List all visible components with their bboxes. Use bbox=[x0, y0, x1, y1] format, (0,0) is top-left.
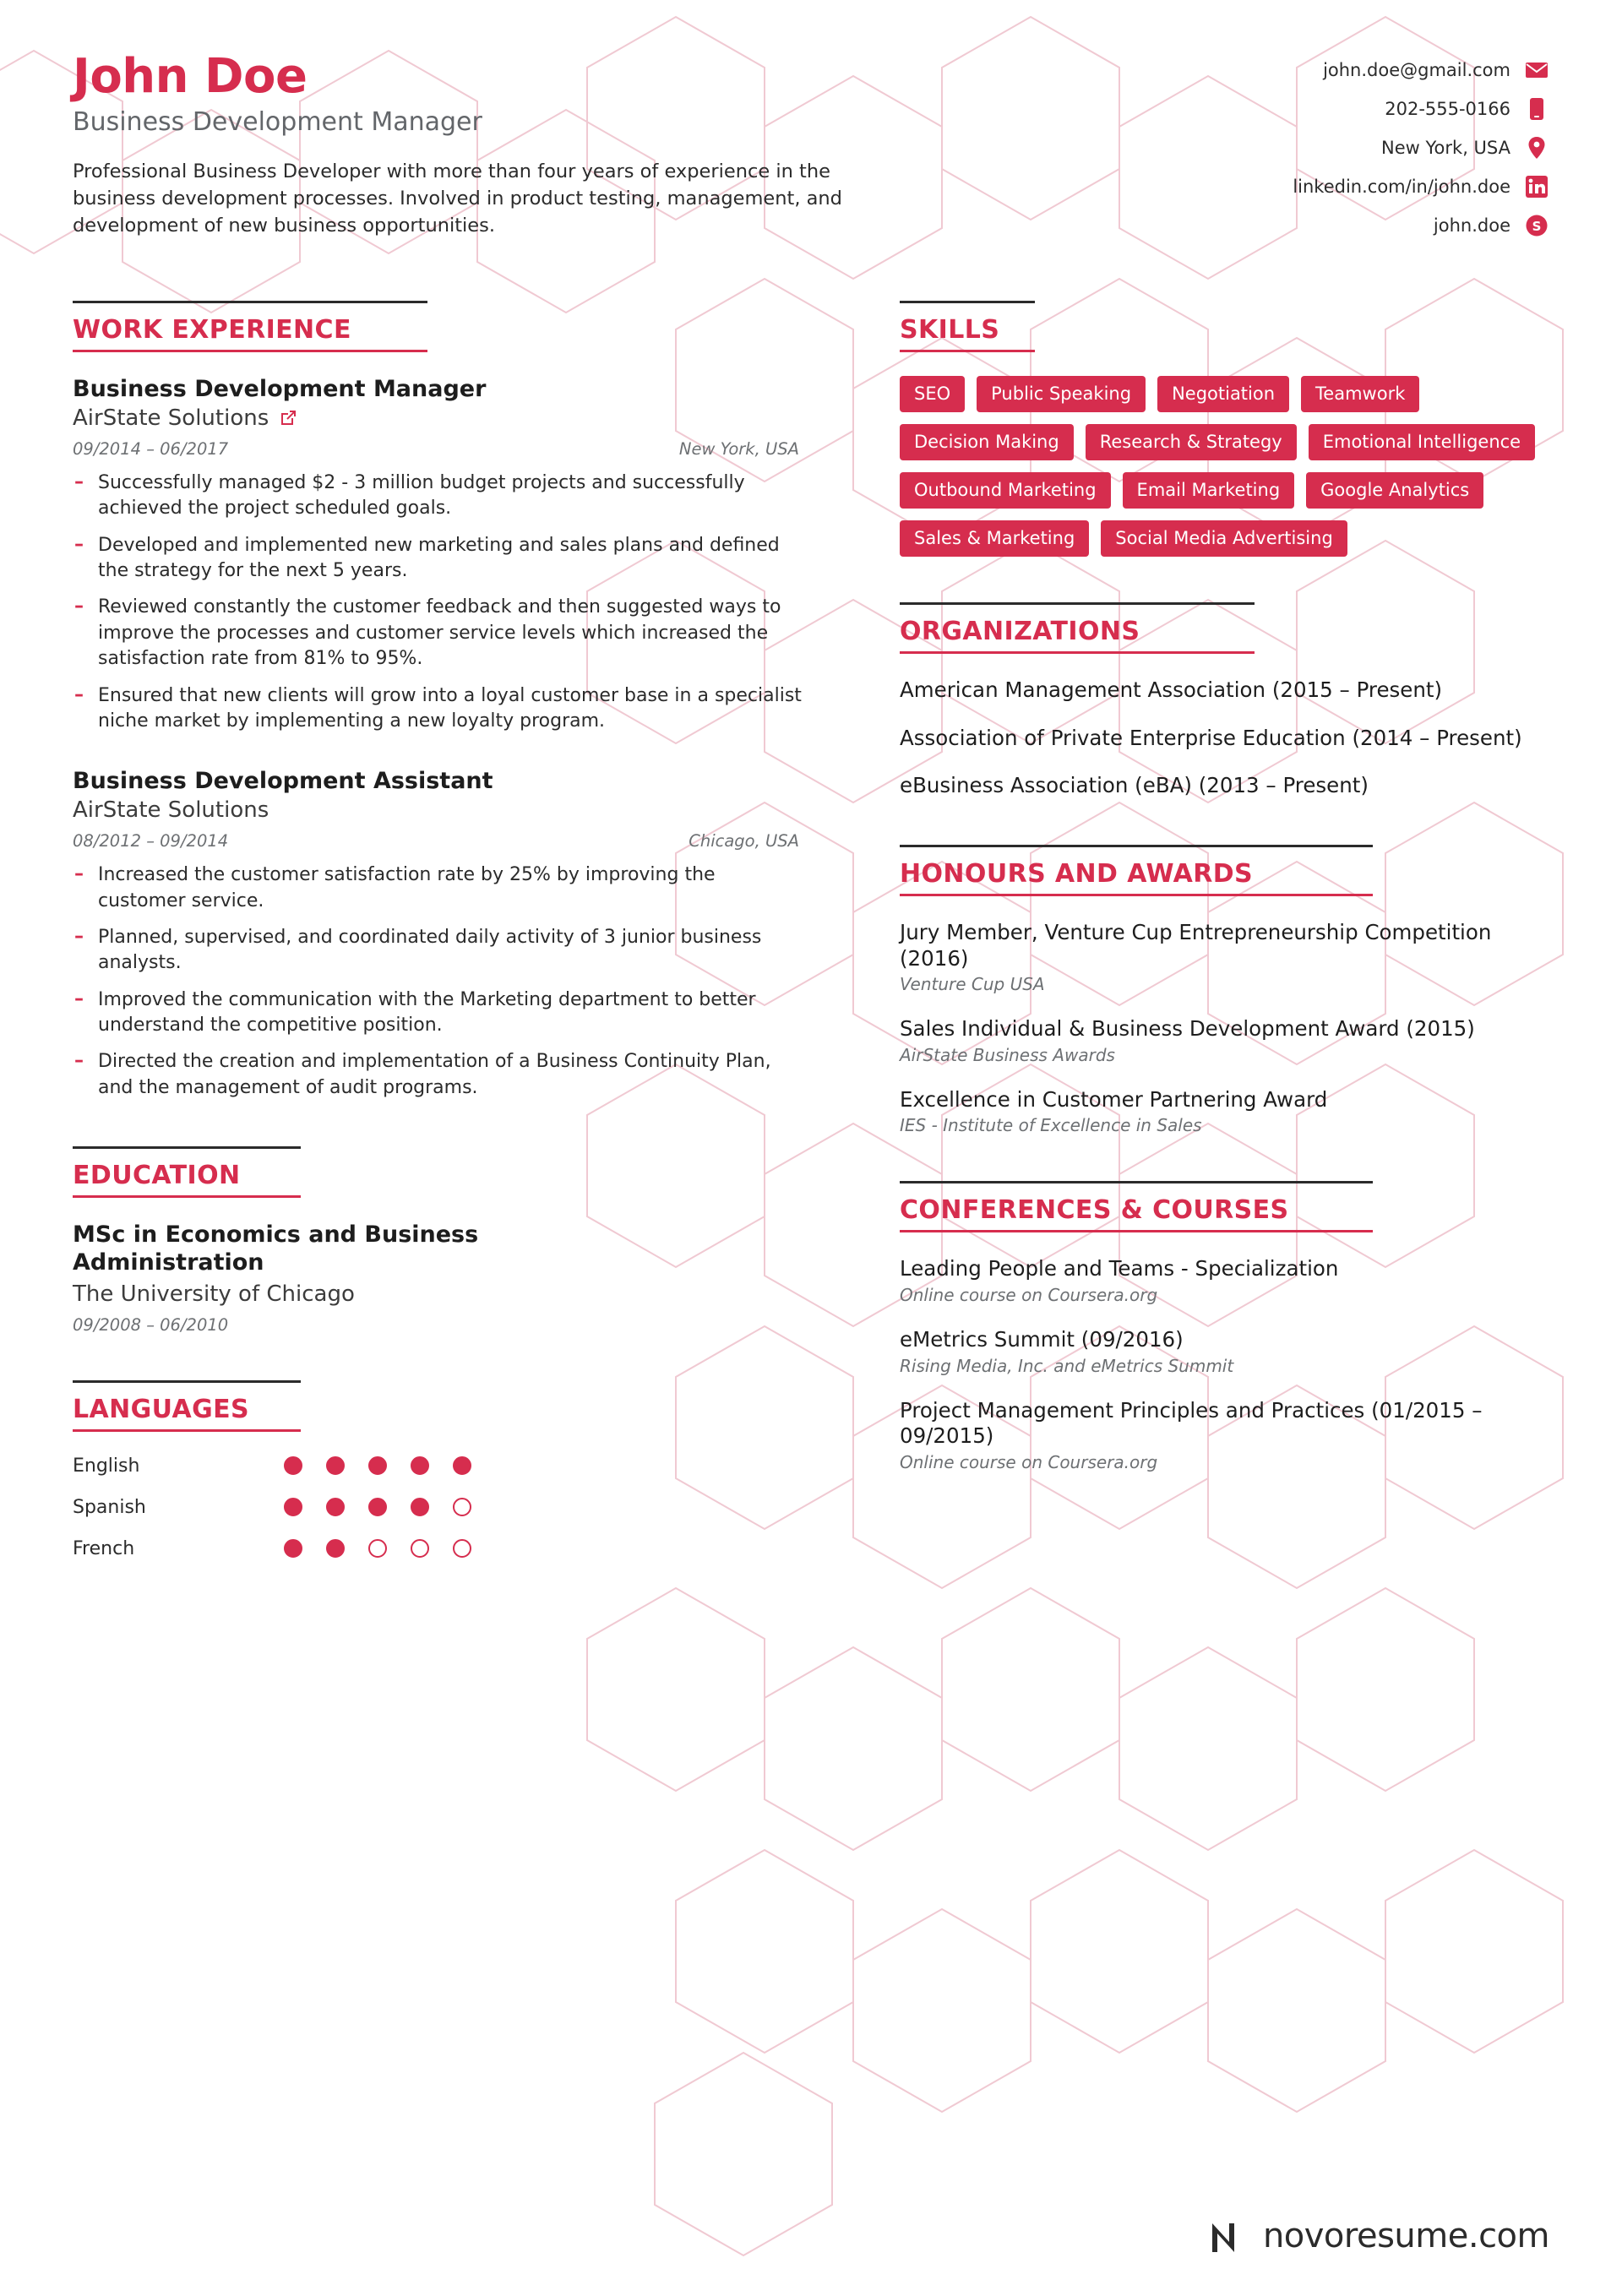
section-title-honours-awards: HONOURS AND AWARDS bbox=[900, 845, 1373, 896]
language-level-dots bbox=[284, 1498, 471, 1516]
course-item bbox=[900, 1398, 1549, 1472]
list-item: – Increased the customer satisfaction rate by 25% by improving the customer service. bbox=[73, 862, 808, 914]
course-subtitle: Online course on Coursera.org bbox=[900, 1451, 1158, 1472]
level-dot bbox=[368, 1539, 387, 1558]
skill-tag: Research & Strategy bbox=[1086, 424, 1297, 460]
award-item bbox=[900, 1087, 1549, 1136]
language-name: Spanish bbox=[73, 1496, 146, 1518]
level-dot bbox=[453, 1498, 471, 1516]
contact-linkedin-text: linkedin.com/in/john.doe bbox=[1293, 177, 1510, 197]
section-honours-awards bbox=[900, 845, 1549, 1136]
level-dot bbox=[453, 1456, 471, 1475]
course-item bbox=[900, 1327, 1549, 1376]
location-pin-icon bbox=[1524, 135, 1549, 161]
skill-tag: Social Media Advertising bbox=[1101, 520, 1347, 557]
novoresume-logo-icon bbox=[1209, 2217, 1249, 2255]
organization-title: Association of Private Enterprise Education (2014 – Present) bbox=[900, 725, 1522, 750]
course-subtitle: Rising Media, Inc. and eMetrics Summit bbox=[900, 1355, 1234, 1376]
level-dot bbox=[326, 1539, 345, 1558]
skill-tag: Email Marketing bbox=[1123, 472, 1295, 509]
email-icon bbox=[1524, 57, 1549, 83]
work-company-name: AirState Solutions bbox=[73, 797, 269, 824]
language-name: French bbox=[73, 1537, 135, 1559]
work-entry bbox=[73, 768, 837, 1101]
language-level-dots bbox=[284, 1539, 471, 1558]
language-row bbox=[73, 1538, 837, 1559]
skill-tag: Teamwork bbox=[1301, 376, 1419, 412]
award-subtitle: IES - Institute of Excellence in Sales bbox=[900, 1115, 1202, 1136]
level-dot bbox=[284, 1456, 302, 1475]
work-meta bbox=[73, 439, 799, 459]
award-title: Jury Member, Venture Cup Entrepreneurship Competition (2016) bbox=[900, 919, 1492, 971]
work-company-name: AirState Solutions bbox=[73, 405, 269, 431]
skill-tag: Outbound Marketing bbox=[900, 472, 1111, 509]
language-row bbox=[73, 1455, 837, 1477]
section-languages bbox=[73, 1380, 837, 1559]
section-title-skills: SKILLS bbox=[900, 301, 1035, 352]
award-title: Excellence in Customer Partnering Award bbox=[900, 1086, 1328, 1112]
level-dot bbox=[326, 1456, 345, 1475]
organization-item bbox=[900, 726, 1549, 752]
section-organizations bbox=[900, 602, 1549, 799]
contact-item-location[interactable] bbox=[1293, 135, 1549, 161]
organization-title: American Management Association (2015 – Present) bbox=[900, 677, 1443, 702]
section-title-languages: LANGUAGES bbox=[73, 1380, 301, 1432]
level-dot bbox=[326, 1498, 345, 1516]
work-location: New York, USA bbox=[678, 439, 799, 459]
organization-item bbox=[900, 677, 1549, 704]
list-item: – Improved the communication with the Marketing department to better understand the competitive position. bbox=[73, 987, 808, 1039]
contact-skype-text: john.doe bbox=[1433, 215, 1510, 236]
work-role: Business Development Assistant bbox=[73, 768, 493, 795]
section-title-conferences-courses: CONFERENCES & COURSES bbox=[900, 1181, 1373, 1232]
education-entry bbox=[73, 1221, 837, 1335]
section-conferences-courses bbox=[900, 1181, 1549, 1472]
organization-title: eBusiness Association (eBA) (2013 – Present) bbox=[900, 773, 1369, 798]
language-row bbox=[73, 1497, 837, 1518]
skill-tag: SEO bbox=[900, 376, 965, 412]
contact-phone-text: 202-555-0166 bbox=[1385, 99, 1510, 119]
organization-item bbox=[900, 773, 1549, 799]
skill-tag: Negotiation bbox=[1157, 376, 1289, 412]
svg-text:S: S bbox=[1532, 219, 1542, 234]
level-dot bbox=[284, 1539, 302, 1558]
contact-list bbox=[1293, 57, 1549, 252]
level-dot bbox=[368, 1456, 387, 1475]
work-entry bbox=[73, 376, 837, 734]
work-location: Chicago, USA bbox=[689, 831, 799, 851]
course-title: Project Management Principles and Practices (01/2015 – 09/2015) bbox=[900, 1397, 1483, 1449]
work-dates: 09/2014 – 06/2017 bbox=[73, 439, 229, 459]
work-dates: 08/2012 – 09/2014 bbox=[73, 831, 229, 851]
skill-tag: Google Analytics bbox=[1306, 472, 1483, 509]
level-dot bbox=[411, 1456, 429, 1475]
work-company bbox=[73, 797, 837, 823]
list-item: – Planned, supervised, and coordinated daily activity of 3 junior business analysts. bbox=[73, 925, 808, 977]
contact-item-linkedin[interactable] bbox=[1293, 174, 1549, 199]
section-title-work-experience: WORK EXPERIENCE bbox=[73, 301, 427, 352]
work-bullets bbox=[73, 471, 837, 734]
work-role: Business Development Manager bbox=[73, 376, 487, 402]
right-column bbox=[900, 301, 1549, 1605]
level-dot bbox=[411, 1539, 429, 1558]
award-title: Sales Individual & Business Development Award (2015) bbox=[900, 1016, 1475, 1042]
list-item: – Reviewed constantly the customer feedback and then suggested ways to improve the processes and customer service levels which increased the satisfaction rate from 81% to 95%. bbox=[73, 595, 808, 672]
level-dot bbox=[453, 1539, 471, 1558]
skill-tag: Emotional Intelligence bbox=[1309, 424, 1535, 460]
skill-tag: Public Speaking bbox=[977, 376, 1146, 412]
external-link-icon[interactable] bbox=[279, 409, 297, 427]
contact-location-text: New York, USA bbox=[1381, 138, 1510, 158]
header-left bbox=[73, 49, 929, 240]
course-title: eMetrics Summit (09/2016) bbox=[900, 1327, 1184, 1352]
level-dot bbox=[368, 1498, 387, 1516]
phone-icon bbox=[1524, 96, 1549, 122]
skill-list bbox=[900, 376, 1549, 557]
level-dot bbox=[411, 1498, 429, 1516]
award-item bbox=[900, 1016, 1549, 1065]
section-skills bbox=[900, 301, 1549, 557]
linkedin-icon bbox=[1524, 174, 1549, 199]
education-degree: MSc in Economics and Business Administration bbox=[73, 1221, 479, 1276]
award-subtitle: Venture Cup USA bbox=[900, 974, 1045, 995]
language-level-dots bbox=[284, 1456, 471, 1475]
course-item bbox=[900, 1256, 1549, 1305]
footer-brand-text: novoresume.com bbox=[1262, 2217, 1549, 2255]
left-column bbox=[73, 301, 837, 1605]
list-item: – Successfully managed $2 - 3 million budget projects and successfully achieved the project scheduled goals. bbox=[73, 471, 808, 522]
level-dot bbox=[284, 1498, 302, 1516]
skill-tag: Sales & Marketing bbox=[900, 520, 1089, 557]
contact-email-text: john.doe@gmail.com bbox=[1323, 60, 1510, 80]
education-dates: 09/2008 – 06/2010 bbox=[73, 1314, 229, 1335]
skill-tag: Decision Making bbox=[900, 424, 1074, 460]
resume-header bbox=[73, 49, 1549, 252]
profile-summary: Professional Business Developer with more than four years of experience in the business development processes. Involved in product testing, management, and development of new business opportunities. bbox=[73, 160, 842, 237]
section-title-education: EDUCATION bbox=[73, 1146, 301, 1198]
work-bullets bbox=[73, 862, 837, 1101]
footer-brand bbox=[1209, 2217, 1549, 2255]
award-item bbox=[900, 920, 1549, 994]
section-title-organizations: ORGANIZATIONS bbox=[900, 602, 1255, 654]
course-subtitle: Online course on Coursera.org bbox=[900, 1285, 1158, 1305]
list-item: – Ensured that new clients will grow into a loyal customer base in a specialist niche market by implementing a new loyalty program. bbox=[73, 683, 808, 735]
award-subtitle: AirState Business Awards bbox=[900, 1044, 1115, 1065]
list-item: – Developed and implemented new marketing and sales plans and defined the strategy for the next 5 years. bbox=[73, 533, 808, 585]
language-name: English bbox=[73, 1455, 140, 1477]
contact-item-skype[interactable] bbox=[1293, 213, 1549, 238]
job-title: Business Development Manager bbox=[73, 106, 482, 137]
contact-item-phone[interactable] bbox=[1293, 96, 1549, 122]
section-work-experience bbox=[73, 301, 837, 1101]
course-title: Leading People and Teams - Specialization bbox=[900, 1256, 1339, 1281]
education-school: The University of Chicago bbox=[73, 1281, 355, 1307]
page-title: John Doe bbox=[73, 49, 308, 104]
work-meta bbox=[73, 831, 799, 851]
work-company bbox=[73, 405, 837, 431]
contact-item-email[interactable] bbox=[1293, 57, 1549, 83]
list-item: – Directed the creation and implementation of a Business Continuity Plan, and the management of audit programs. bbox=[73, 1049, 808, 1101]
skype-icon bbox=[1524, 213, 1549, 238]
section-education bbox=[73, 1146, 837, 1335]
